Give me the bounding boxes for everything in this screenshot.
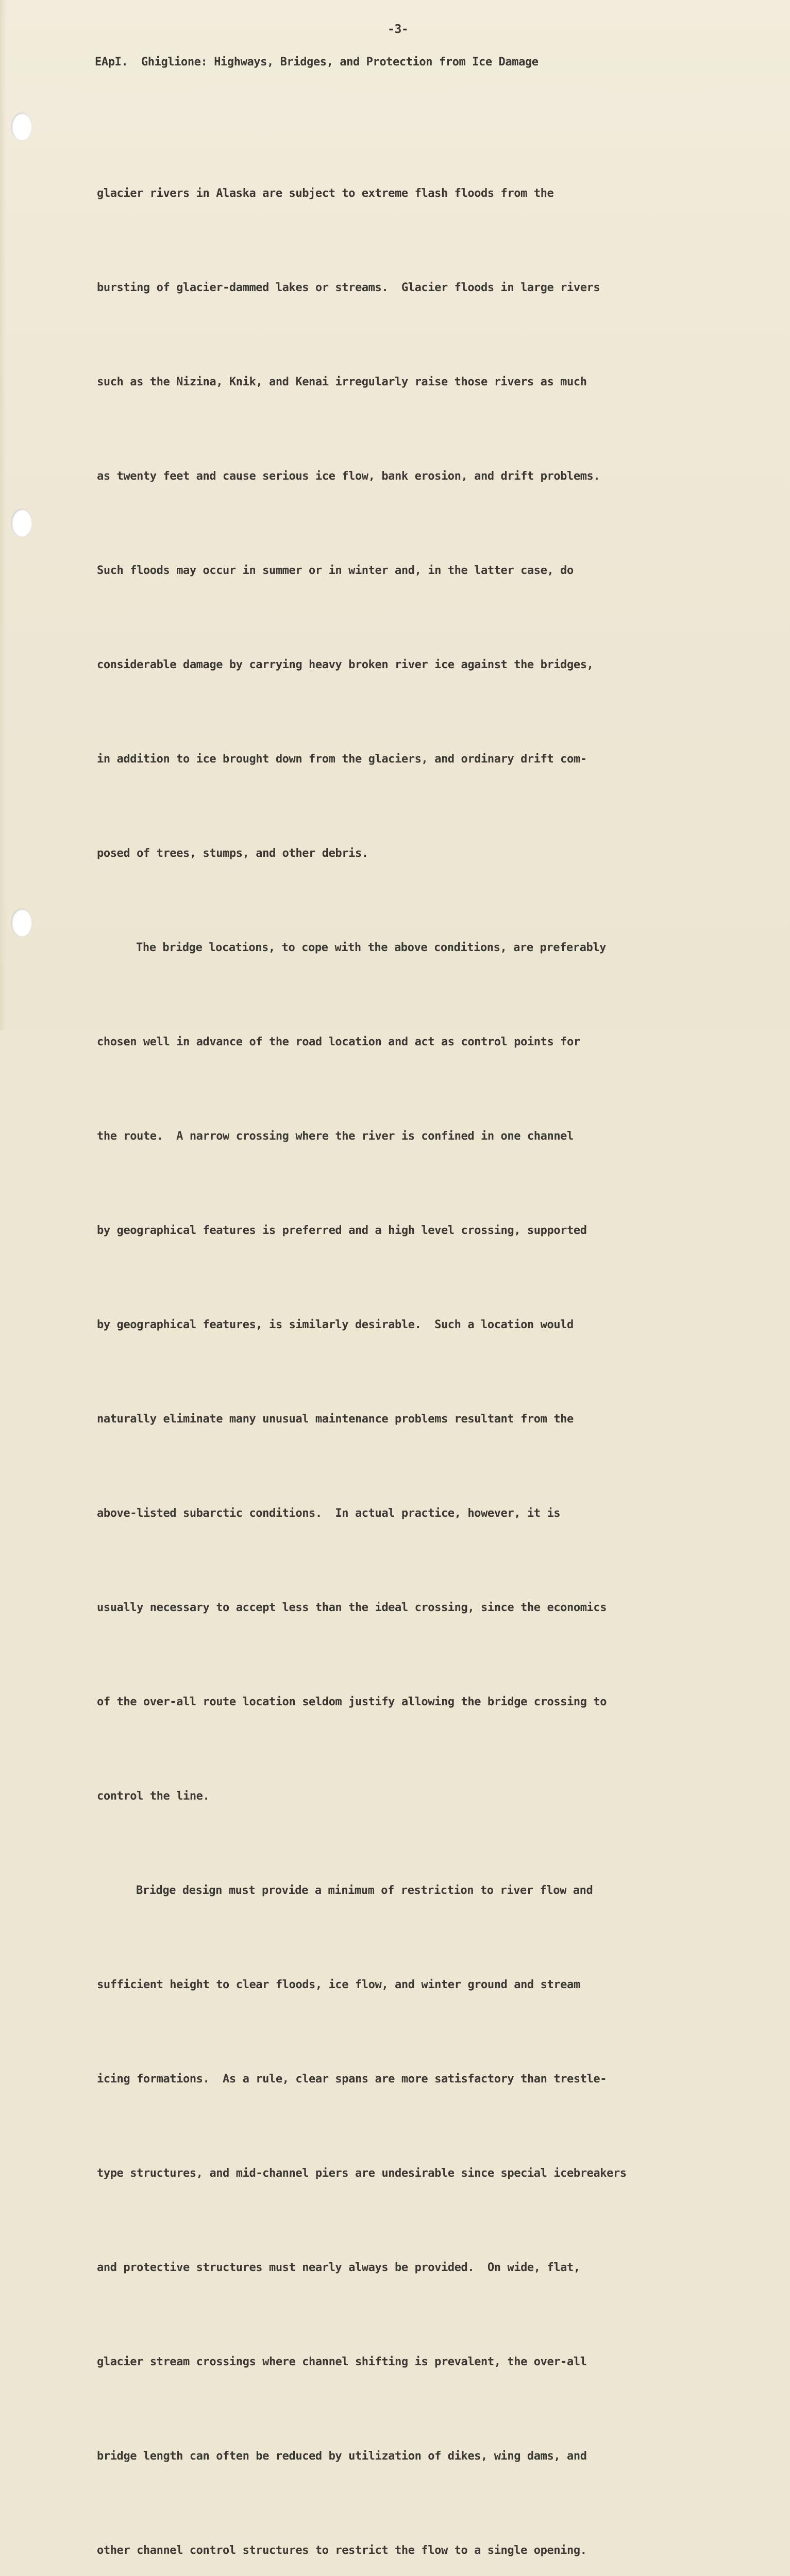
text-line: chosen well in advance of the road location and act as control points for	[97, 1036, 580, 1048]
page-number: -3-	[388, 23, 409, 36]
text-line: as twenty feet and cause serious ice flow, bank erosion, and drift problems.	[97, 470, 600, 483]
paragraph-first-line: The bridge locations, to cope with the above conditions, are preferably	[136, 941, 607, 954]
text-line: the route. A narrow crossing where the river is confined in one channel	[97, 1130, 574, 1143]
text-line: by geographical features is preferred and a high level crossing, supported	[97, 1224, 587, 1237]
text-line: usually necessary to accept less than the ideal crossing, since the economics	[97, 1601, 607, 1614]
running-head: EApI. Ghiglione: Highways, Bridges, and Protection from Ice Damage	[95, 56, 539, 69]
text-line: considerable damage by carrying heavy broken river ice against the bridges,	[97, 658, 594, 671]
punch-hole-middle	[11, 509, 32, 537]
text-line: sufficient height to clear floods, ice flow, and winter ground and stream	[97, 1978, 580, 1991]
text-line: such as the Nizina, Knik, and Kenai irregularly raise those rivers as much	[97, 376, 587, 388]
text-line: by geographical features, is similarly desirable. Such a location would	[97, 1318, 574, 1331]
paragraph-first-line: Bridge design must provide a minimum of restriction to river flow and	[136, 1884, 593, 1897]
paper-left-edge	[0, 0, 6, 1030]
text-line: Such floods may occur in summer or in winter and, in the latter case, do	[97, 564, 574, 577]
text-line: bursting of glacier-dammed lakes or streams. Glacier floods in large rivers	[97, 281, 600, 294]
text-line: posed of trees, stumps, and other debris.	[97, 847, 368, 860]
text-line: type structures, and mid-channel piers are undesirable since special icebreakers	[97, 2167, 627, 2180]
punch-hole-top	[11, 113, 32, 141]
text-line: bridge length can often be reduced by utilization of dikes, wing dams, and	[97, 2450, 587, 2463]
text-line: glacier stream crossings where channel shifting is prevalent, the over-all	[97, 2355, 587, 2368]
text-line: glacier rivers in Alaska are subject to extreme flash floods from the	[97, 187, 554, 200]
text-line: control the line.	[97, 1790, 210, 1803]
text-line: and protective structures must nearly always be provided. On wide, flat,	[97, 2261, 580, 2274]
text-line: naturally eliminate many unusual maintenance problems resultant from the	[97, 1413, 574, 1426]
text-line: in addition to ice brought down from the glaciers, and ordinary drift com-	[97, 753, 587, 766]
text-line: above-listed subarctic conditions. In actual practice, however, it is	[97, 1507, 561, 1520]
text-line: other channel control structures to restrict the flow to a single opening.	[97, 2544, 587, 2557]
text-line: icing formations. As a rule, clear spans are more satisfactory than trestle-	[97, 2073, 607, 2086]
body-text	[97, 115, 627, 2576]
punch-hole-bottom	[11, 909, 32, 937]
text-line: of the over-all route location seldom justify allowing the bridge crossing to	[97, 1696, 607, 1708]
